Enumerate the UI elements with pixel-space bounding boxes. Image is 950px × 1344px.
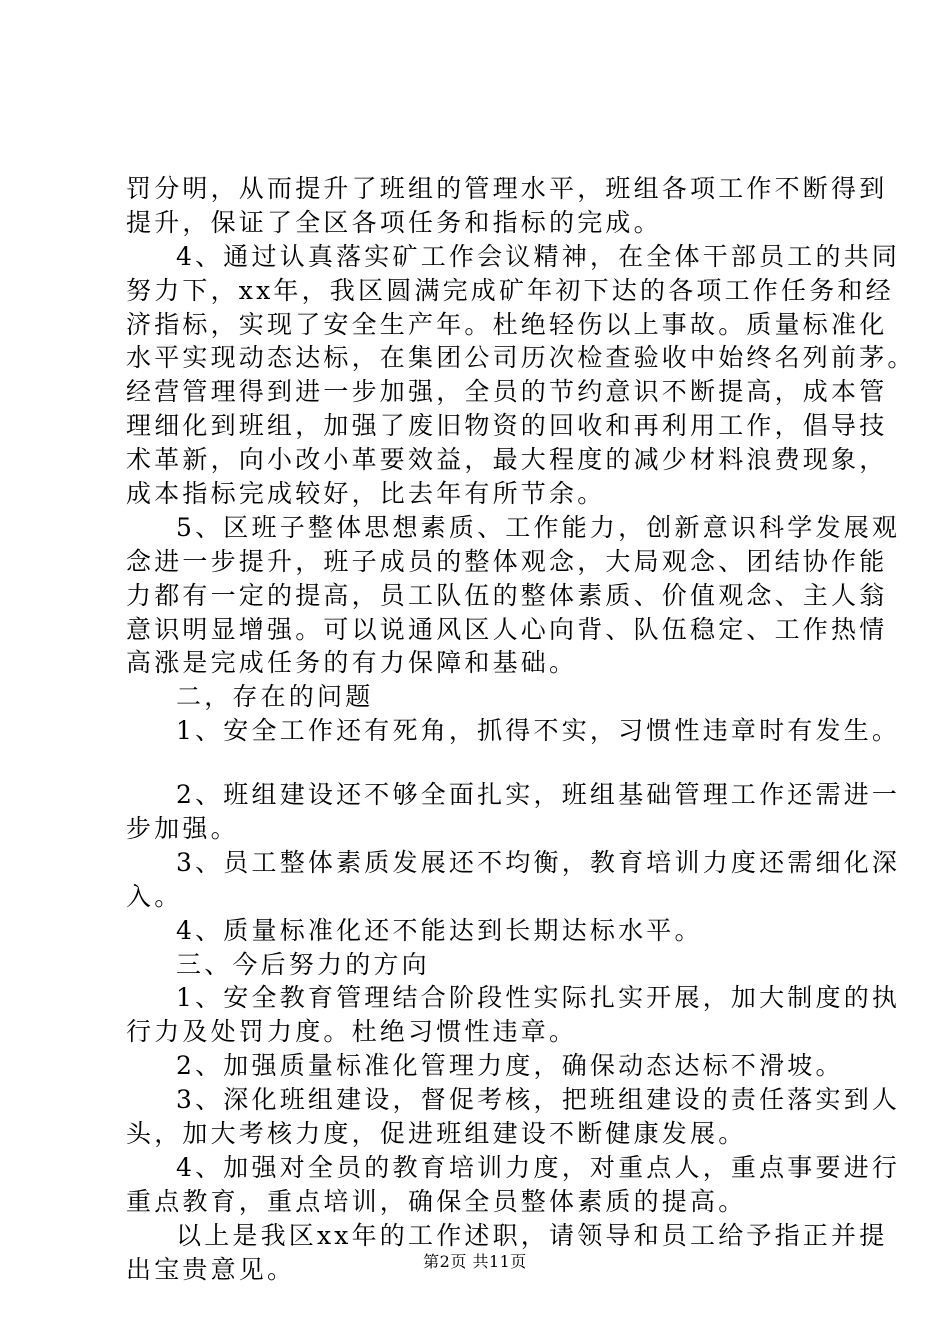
text-line: 经营管理得到进一步加强，全员的节约意识不断提高，成本管: [126, 377, 888, 407]
section-heading: 三、今后努力的方向: [176, 949, 430, 979]
text-line: 重点教育，重点培训，确保全员整体素质的提高。: [126, 1186, 747, 1216]
text-line: 意识明显增强。可以说通风区人心向背、队伍稳定、工作热情: [126, 614, 888, 644]
text-line: 高涨是完成任务的有力保障和基础。: [126, 648, 578, 678]
section-heading: 二，存在的问题: [176, 682, 374, 712]
document-body: [126, 172, 916, 1287]
text-line: 力都有一定的提高，员工队伍的整体素质、价值观念、主人翁: [126, 580, 888, 610]
text-line: 2、加强质量标准化管理力度，确保动态达标不滑坡。: [176, 1051, 844, 1081]
page-number-footer: 第2页 共11页: [423, 1252, 527, 1271]
text-line: 努力下，xx年，我区圆满完成矿年初下达的各项工作任务和经: [126, 275, 894, 305]
text-line: 提升，保证了全区各项任务和指标的完成。: [126, 207, 662, 237]
text-line: 术革新，向小改小革要效益，最大程度的减少材料浪费现象，: [126, 445, 888, 475]
text-line: 4、加强对全员的教育培训力度，对重点人，重点事要进行: [176, 1152, 901, 1182]
text-line: 1、安全教育管理结合阶段性实际扎实开展，加大制度的执: [176, 983, 901, 1013]
text-line: 出宝贵意见。: [126, 1254, 296, 1284]
text-line: 4、通过认真落实矿工作会议精神，在全体干部员工的共同: [176, 241, 901, 271]
text-line: 行力及处罚力度。杜绝习惯性违章。: [126, 1017, 578, 1047]
text-line: 5、区班子整体思想素质、工作能力，创新意识科学发展观: [176, 512, 901, 542]
text-line: 4、质量标准化还不能达到长期达标水平。: [176, 915, 703, 945]
text-line: 以上是我区xx年的工作述职，请领导和员工给予指正并提: [176, 1220, 888, 1250]
text-line: 理细化到班组，加强了废旧物资的回收和再利用工作，倡导技: [126, 411, 888, 441]
text-line: 水平实现动态达标，在集团公司历次检查验收中始终名列前茅。: [126, 343, 916, 373]
text-line: 头，加大考核力度，促进班组建设不断健康发展。: [126, 1119, 747, 1149]
text-line: 3、深化班组建设，督促考核，把班组建设的责任落实到人: [176, 1085, 901, 1115]
blank-gap: [126, 748, 846, 778]
text-line: 2、班组建设还不够全面扎实，班组基础管理工作还需进一: [176, 780, 901, 810]
text-line: 成本指标完成较好，比去年有所节余。: [126, 479, 606, 509]
text-line: 念进一步提升，班子成员的整体观念，大局观念、团结协作能: [126, 546, 888, 576]
text-line: 3、员工整体素质发展还不均衡，教育培训力度还需细化深: [176, 847, 901, 877]
text-line: 罚分明，从而提升了班组的管理水平，班组各项工作不断得到: [126, 174, 888, 203]
text-line: 入。: [126, 881, 183, 911]
text-line: 1、安全工作还有死角，抓得不实，习惯性违章时有发生。: [176, 716, 901, 746]
text-line: 济指标，实现了安全生产年。杜绝轻伤以上事故。质量标准化: [126, 309, 888, 339]
text-line: 步加强。: [126, 814, 239, 844]
